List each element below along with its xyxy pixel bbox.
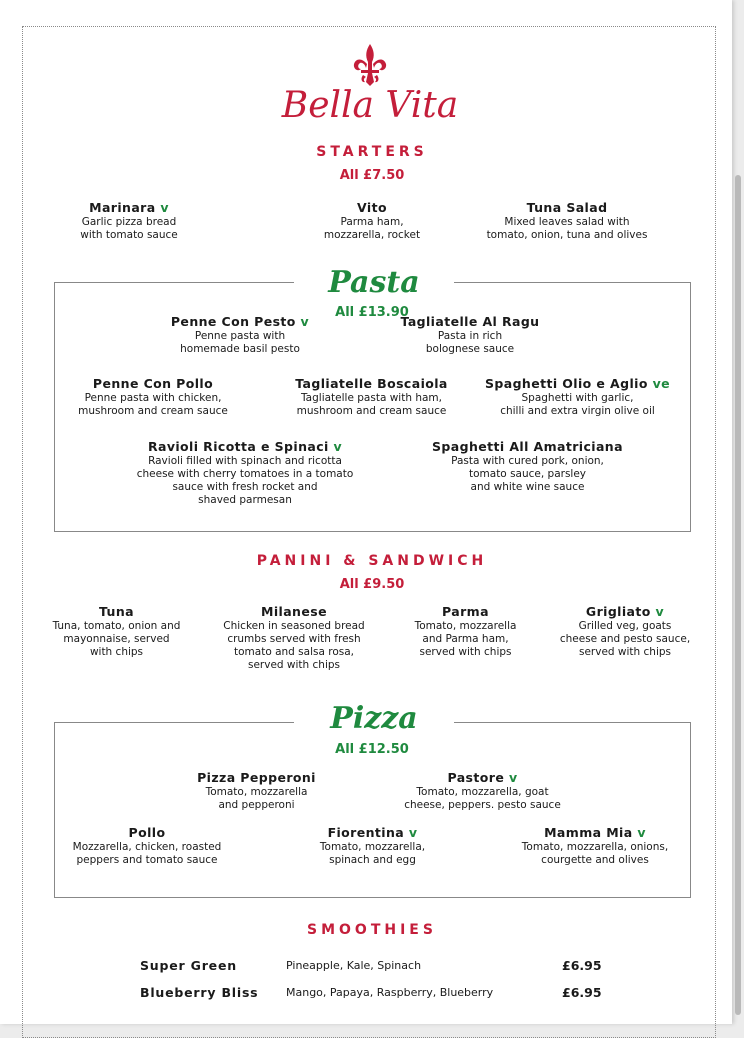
item-name-text: Ravioli Ricotta e Spinaci	[147, 439, 329, 454]
panini-item	[550, 604, 700, 659]
item-name-text: Mamma Mia	[544, 825, 633, 840]
item-name-text: Tagliatelle Al Ragu	[400, 314, 540, 329]
item-description	[44, 620, 189, 659]
description-line: Mozzarella, chicken, roasted	[72, 841, 222, 853]
item-name-text: Pastore	[447, 770, 505, 785]
description-line: Ravioli filled with spinach and ricotta	[148, 455, 342, 467]
description-line: Chicken in seasoned bread	[223, 620, 365, 632]
description-line: served with chips	[578, 646, 672, 658]
item-description	[208, 620, 380, 672]
item-description	[395, 786, 570, 812]
vegetarian-marker: v	[504, 770, 518, 785]
description-line: and white wine sauce	[470, 481, 585, 493]
pizza-item	[184, 770, 329, 812]
description-line: tomato sauce, parsley	[468, 468, 587, 480]
description-line: tomato and salsa rosa,	[234, 646, 354, 658]
description-line: Penne pasta with chicken,	[84, 392, 222, 404]
vegetarian-marker: v	[328, 439, 343, 454]
scrollbar[interactable]	[735, 175, 741, 1015]
description-line: served with chips	[247, 659, 341, 671]
description-line: sauce with fresh rocket and	[172, 481, 318, 493]
item-description	[284, 392, 459, 418]
item-name	[550, 604, 700, 620]
panini-item	[208, 604, 380, 672]
description-line: chilli and extra virgin olive oil	[500, 405, 655, 417]
item-name	[49, 200, 209, 216]
description-line: Mixed leaves salad with	[504, 216, 630, 228]
pasta-item	[284, 376, 459, 418]
pizza-price: All £12.50	[335, 742, 409, 757]
pasta-item	[160, 314, 320, 356]
description-line: and pepperoni	[218, 799, 295, 811]
description-line: cheese, peppers. pesto sauce	[404, 799, 561, 811]
pasta-item	[480, 376, 675, 418]
item-name	[515, 825, 675, 841]
starters-item	[282, 200, 462, 242]
item-description	[550, 620, 700, 659]
item-name-text: Tagliatelle Boscaiola	[295, 376, 448, 391]
description-line: Tomato, mozzarella	[205, 786, 308, 798]
starters-item	[49, 200, 209, 242]
item-name	[282, 200, 462, 216]
description-line: Garlic pizza bread	[81, 216, 177, 228]
vegetarian-marker: v	[650, 604, 665, 619]
pasta-item	[425, 439, 630, 494]
item-name-text: Pizza Pepperoni	[197, 770, 316, 785]
item-description	[515, 841, 675, 867]
description-line: crumbs served with fresh	[227, 633, 361, 645]
pizza-item	[300, 825, 445, 867]
item-name	[300, 825, 445, 841]
item-name-text: Milanese	[261, 604, 327, 619]
description-line: peppers and tomato sauce	[76, 854, 218, 866]
item-name	[474, 200, 660, 216]
smoothies-title: SMOOTHIES	[307, 922, 437, 938]
item-name	[208, 604, 380, 620]
smoothie-price: £6.95	[562, 985, 602, 1000]
item-name	[425, 439, 630, 455]
item-description	[425, 455, 630, 494]
pizza-item	[62, 825, 232, 867]
pasta-item	[390, 314, 550, 356]
description-line: Tomato, mozzarella,	[319, 841, 426, 853]
pizza-title: Pizza	[294, 702, 454, 736]
item-name-text: Penne Con Pesto	[170, 314, 296, 329]
item-description	[49, 216, 209, 242]
starters-price: All £7.50	[339, 168, 405, 183]
description-line: shaved parmesan	[198, 494, 292, 506]
description-line: Spaghetti with garlic,	[521, 392, 634, 404]
panini-title: PANINI & SANDWICH	[256, 553, 488, 569]
item-name-text: Fiorentina	[327, 825, 405, 840]
item-name-text: Tuna Salad	[526, 200, 608, 215]
description-line: served with chips	[419, 646, 512, 658]
panini-item	[398, 604, 533, 659]
item-name-text: Marinara	[89, 200, 156, 215]
item-name	[130, 439, 360, 455]
item-name	[398, 604, 533, 620]
description-line: with tomato sauce	[80, 229, 178, 241]
panini-price: All £9.50	[339, 577, 405, 592]
item-description	[130, 455, 360, 507]
item-description	[398, 620, 533, 659]
item-name	[284, 376, 459, 392]
item-name	[184, 770, 329, 786]
description-line: with chips	[89, 646, 144, 658]
item-description	[474, 216, 660, 242]
item-description	[62, 841, 232, 867]
description-line: Parma ham,	[340, 216, 404, 228]
item-name-text: Penne Con Pollo	[92, 376, 214, 391]
starters-item	[474, 200, 660, 242]
item-name	[390, 314, 550, 330]
item-description	[160, 330, 320, 356]
description-line: homemade basil pesto	[180, 343, 300, 355]
description-line: Tomato, mozzarella	[414, 620, 517, 632]
smoothie-price: £6.95	[562, 958, 602, 973]
description-line: Pasta with cured pork, onion,	[451, 455, 604, 467]
pizza-item	[515, 825, 675, 867]
description-line: Pasta in rich	[437, 330, 503, 342]
item-description	[390, 330, 550, 356]
description-line: Penne pasta with	[194, 330, 286, 342]
pasta-price: All £13.90	[335, 305, 409, 320]
description-line: mozzarella, rocket	[323, 229, 421, 241]
item-name-text: Spaghetti Olio e Aglio	[484, 376, 648, 391]
item-description	[58, 392, 248, 418]
item-description	[480, 392, 675, 418]
item-name-text: Pollo	[128, 825, 166, 840]
smoothie-name: Blueberry Bliss	[140, 985, 259, 1000]
description-line: cheese with cherry tomatoes in a tomato	[136, 468, 354, 480]
description-line: mushroom and cream sauce	[296, 405, 447, 417]
pizza-item	[395, 770, 570, 812]
item-name-text: Spaghetti All Amatriciana	[432, 439, 623, 454]
item-description	[282, 216, 462, 242]
fleur-de-lis-icon	[350, 42, 390, 88]
item-description	[184, 786, 329, 812]
item-description	[300, 841, 445, 867]
description-line: spinach and egg	[329, 854, 416, 866]
description-line: Grilled veg, goats	[578, 620, 672, 632]
description-line: bolognese sauce	[425, 343, 515, 355]
description-line: Tagliatelle pasta with ham,	[301, 392, 442, 404]
brand-logo-text: Bella Vita	[281, 85, 459, 126]
description-line: and Parma ham,	[422, 633, 509, 645]
smoothie-description: Mango, Papaya, Raspberry, Blueberry	[286, 986, 494, 999]
description-line: mayonnaise, served	[63, 633, 170, 645]
starters-title: STARTERS	[316, 144, 428, 160]
smoothie-row	[140, 985, 610, 1003]
item-name	[44, 604, 189, 620]
vegetarian-marker: v	[155, 200, 169, 215]
item-name	[160, 314, 320, 330]
item-name	[62, 825, 232, 841]
item-name	[395, 770, 570, 786]
description-line: mushroom and cream sauce	[78, 405, 228, 417]
vegetarian-marker: v	[632, 825, 646, 840]
description-line: Tuna, tomato, onion and	[52, 620, 181, 632]
description-line: cheese and pesto sauce,	[559, 633, 691, 645]
item-name-text: Tuna	[99, 604, 134, 619]
panini-item	[44, 604, 189, 659]
smoothie-row	[140, 958, 610, 976]
description-line: courgette and olives	[541, 854, 649, 866]
item-name-text: Vito	[357, 200, 387, 215]
smoothie-description: Pineapple, Kale, Spinach	[286, 959, 422, 972]
vegetarian-marker: v	[404, 825, 418, 840]
item-name-text: Parma	[442, 604, 489, 619]
pasta-title: Pasta	[294, 266, 454, 300]
pasta-item	[130, 439, 360, 507]
smoothie-name: Super Green	[140, 958, 237, 973]
item-name-text: Grigliato	[585, 604, 651, 619]
vegetarian-marker: v	[295, 314, 310, 329]
description-line: Tomato, mozzarella, goat	[416, 786, 549, 798]
item-name	[480, 376, 675, 392]
description-line: Tomato, mozzarella, onions,	[521, 841, 669, 853]
description-line: tomato, onion, tuna and olives	[486, 229, 648, 241]
vegan-marker: ve	[647, 376, 671, 391]
item-name	[58, 376, 248, 392]
pasta-item	[58, 376, 248, 418]
